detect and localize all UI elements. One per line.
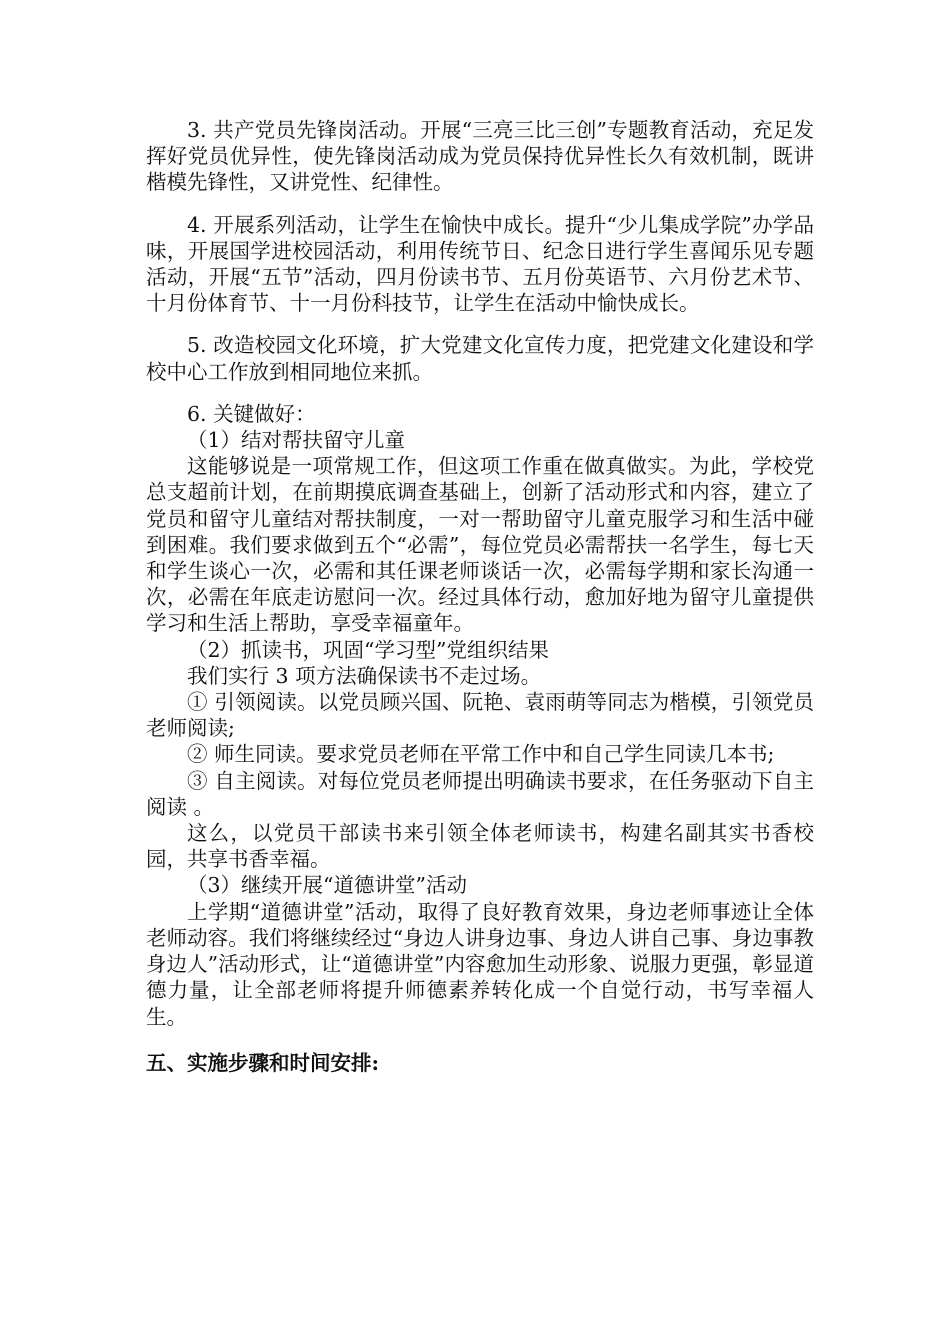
paragraph-3-vanguard-post: 3. 共产党员先锋岗活动。开展“三亮三比三创”专题教育活动，充足发挥好党员优异性，使先锋岗活动成为党员保持优异性长久有效机制，既讲楷模先锋性，又讲党性、纪律性。: [146, 118, 814, 195]
subsection-2-item-2: ② 师生同读。要求党员老师在平常工作中和自己学生同读几本书;: [187, 742, 775, 767]
subsection-3-body: 上学期“道德讲堂”活动，取得了良好教育效果，身边老师事迹让全体老师动容。我们将继续经过“身边人讲身边事、身边人讲自己事、身边事教身边人”活动形式，让“道德讲堂”内容愈加生动形象、说服力更强，彰显道德力量，让全部老师将提升师德素养转化成一个自觉行动，书写幸福人生。: [146, 899, 814, 1029]
paragraph-6-key-tasks: 6. 关键做好：: [187, 401, 316, 426]
subsection-1-title: （1）结对帮扶留守儿童: [187, 428, 406, 453]
section-5-heading: 五、实施步骤和时间安排:: [146, 1050, 380, 1075]
subsection-2-title: （2）抓读书，巩固“学习型”党组织结果: [187, 637, 550, 662]
subsection-2-item-1: ① 引领阅读。以党员顾兴国、阮艳、袁雨萌等同志为楷模，引领党员老师阅读;: [146, 690, 814, 741]
subsection-3-title: （3）继续开展“道德讲堂”活动: [187, 873, 468, 898]
subsection-2-intro: 我们实行 3 项方法确保读书不走过场。: [187, 663, 542, 688]
subsection-2-conclusion: 这么，以党员干部读书来引领全体老师读书，构建名副其实书香校园，共享书香幸福。: [146, 821, 814, 872]
paragraph-4-student-activities: 4. 开展系列活动，让学生在愉快中成长。提升“少儿集成学院”办学品味，开展国学进校园活动，利用传统节日、纪念日进行学生喜闻乐见专题活动，开展“五节”活动，四月份读书节、五月份英语节、六月份艺术节、十月份体育节、十一月份科技节，让学生在活动中愉快成长。: [146, 212, 814, 316]
paragraph-5-campus-culture: 5. 改造校园文化环境，扩大党建文化宣传力度，把党建文化建设和学校中心工作放到相同地位来抓。: [146, 333, 814, 384]
subsection-2-item-3: ③ 自主阅读。对每位党员老师提出明确读书要求，在任务驱动下自主阅读 。: [146, 768, 814, 819]
document-page: [146, 117, 814, 1076]
subsection-1-body: 这能够说是一项常规工作，但这项工作重在做真做实。为此，学校党总支超前计划，在前期摸底调查基础上，创新了活动形式和内容，建立了党员和留守儿童结对帮扶制度，一对一帮助留守儿童克服学习和生活中碰到困难。我们要求做到五个“必需”，每位党员必需帮扶一名学生，每七天和学生谈心一次，必需和其任课老师谈话一次，必需每学期和家长沟通一次，必需在年底走访慰问一次。经过具体行动，愈加好地为留守儿童提供学习和生活上帮助，享受幸福童年。: [146, 454, 814, 636]
